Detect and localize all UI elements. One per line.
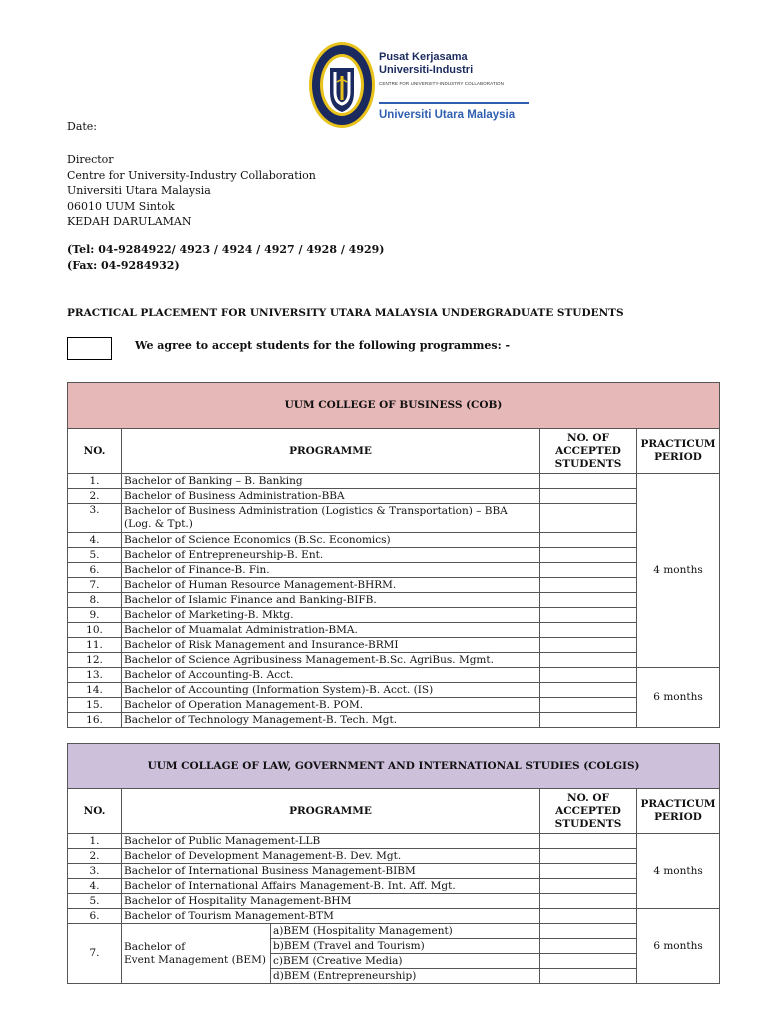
col-accepted-l3: STUDENTS [554, 457, 622, 470]
col-no: NO. [68, 429, 122, 474]
col-period-l1: PRACTICUM [640, 438, 716, 450]
row-no: 1. [68, 474, 122, 489]
accepted-students-cell[interactable] [540, 578, 637, 593]
row-no: 4. [68, 879, 122, 894]
uum-logo [307, 40, 547, 130]
bem-sub-programme: b)BEM (Travel and Tourism) [271, 939, 540, 954]
address-line-3: Universiti Utara Malaysia [67, 184, 211, 197]
row-programme: Bachelor of Science Economics (B.Sc. Economics) [122, 533, 540, 548]
bem-sub-programme: a)BEM (Hospitality Management) [271, 924, 540, 939]
accepted-students-cell[interactable] [540, 909, 637, 924]
col-accepted [540, 429, 637, 474]
accepted-students-cell[interactable] [540, 894, 637, 909]
table-row [68, 474, 720, 489]
table-row [68, 668, 720, 683]
col-no: NO. [68, 789, 122, 834]
accepted-students-cell[interactable] [540, 623, 637, 638]
row-programme: Bachelor of Marketing-B. Mktg. [122, 608, 540, 623]
cob-section-header [68, 383, 720, 429]
row-programme: Bachelor of Accounting (Information System)-B. Acct. (IS) [122, 683, 540, 698]
accepted-students-cell[interactable] [540, 939, 637, 954]
table-row [68, 879, 720, 894]
accepted-students-cell[interactable] [540, 668, 637, 683]
row-programme: Bachelor of Public Management-LLB [122, 834, 540, 849]
row-programme: Bachelor of Science Agribusiness Management-B.Sc. AgriBus. Mgmt. [122, 653, 540, 668]
address-line-5: KEDAH DARULAMAN [67, 215, 192, 228]
table-row [68, 593, 720, 608]
row-no: 10. [68, 623, 122, 638]
col-period-l1: PRACTICUM [640, 798, 716, 810]
accepted-students-cell[interactable] [540, 533, 637, 548]
table-row [68, 683, 720, 698]
logo-line-1: Pusat Kerjasama [379, 51, 468, 63]
table-row [68, 653, 720, 668]
col-period-l2: PERIOD [654, 811, 702, 823]
cob-title: UUM COLLEGE OF BUSINESS (COB) [68, 383, 720, 429]
accepted-students-cell[interactable] [540, 924, 637, 939]
accepted-students-cell[interactable] [540, 653, 637, 668]
row-programme: Bachelor of Risk Management and Insurance-BRMI [122, 638, 540, 653]
row-no: 11. [68, 638, 122, 653]
bem-label-l2: Event Management (BEM) [124, 953, 266, 966]
accepted-students-cell[interactable] [540, 608, 637, 623]
row-no: 3. [68, 504, 122, 533]
table-row [68, 894, 720, 909]
logo-divider [379, 102, 529, 104]
period-cell: 6 months [637, 668, 720, 728]
accepted-students-cell[interactable] [540, 834, 637, 849]
row-programme: Bachelor of Finance-B. Fin. [122, 563, 540, 578]
col-accepted-l3: STUDENTS [554, 817, 622, 830]
colgis-table [67, 743, 720, 984]
accepted-students-cell[interactable] [540, 474, 637, 489]
row-programme: Bachelor of Accounting-B. Acct. [122, 668, 540, 683]
accepted-students-cell[interactable] [540, 638, 637, 653]
accepted-students-cell[interactable] [540, 504, 637, 533]
row-no: 12. [68, 653, 122, 668]
accepted-students-cell[interactable] [540, 489, 637, 504]
period-cell: 6 months [637, 909, 720, 984]
uum-seal-icon [307, 40, 377, 130]
row-no: 7. [68, 924, 122, 984]
row-no: 14. [68, 683, 122, 698]
cob-table [67, 382, 720, 728]
col-accepted [540, 789, 637, 834]
col-programme: PROGRAMME [122, 429, 540, 474]
table-row [68, 504, 720, 533]
col-accepted-l2: ACCEPTED [555, 804, 621, 817]
period-cell: 4 months [637, 834, 720, 909]
row-programme: Bachelor of Tourism Management-BTM [122, 909, 540, 924]
address-line-4: 06010 UUM Sintok [67, 199, 175, 213]
row-programme: Bachelor of Development Management-B. Dev. Mgt. [122, 849, 540, 864]
accepted-students-cell[interactable] [540, 879, 637, 894]
col-period-l2: PERIOD [654, 451, 702, 463]
col-period [637, 429, 720, 474]
row-no: 2. [68, 849, 122, 864]
row-programme: Bachelor of Business Administration (Logistics & Transportation) – BBA (Log. & Tpt.) [122, 504, 540, 533]
accepted-students-cell[interactable] [540, 593, 637, 608]
agree-text: We agree to accept students for the following programmes: - [135, 339, 511, 352]
logo-line-4: Universiti Utara Malaysia [379, 109, 516, 121]
table-row [68, 834, 720, 849]
accepted-students-cell[interactable] [540, 864, 637, 879]
table-row [68, 864, 720, 879]
table-row [68, 578, 720, 593]
row-no: 6. [68, 563, 122, 578]
accepted-students-cell[interactable] [540, 713, 637, 728]
logo-line-3: CENTRE FOR UNIVERSITY-INDUSTRY COLLABORATION [379, 81, 505, 86]
table-row [68, 698, 720, 713]
table-row [68, 489, 720, 504]
row-no: 4. [68, 533, 122, 548]
row-programme: Bachelor of International Affairs Management-B. Int. Aff. Mgt. [122, 879, 540, 894]
table-row [68, 533, 720, 548]
col-accepted-l2: ACCEPTED [555, 444, 621, 457]
document-heading: PRACTICAL PLACEMENT FOR UNIVERSITY UTARA MALAYSIA UNDERGRADUATE STUDENTS [67, 307, 624, 319]
table-row [68, 548, 720, 563]
bem-label-l1: Bachelor of [124, 940, 186, 953]
address-line-1: Director [67, 153, 114, 166]
agree-checkbox[interactable] [67, 337, 112, 360]
col-programme: PROGRAMME [122, 789, 540, 834]
row-programme: Bachelor of Muamalat Administration-BMA. [122, 623, 540, 638]
table-row [68, 623, 720, 638]
row-no: 1. [68, 834, 122, 849]
row-no: 3. [68, 864, 122, 879]
address-line-2: Centre for University-Industry Collaboration [67, 168, 316, 182]
col-accepted-l1: NO. OF [566, 431, 610, 444]
row-no: 16. [68, 713, 122, 728]
row-programme: Bachelor of Operation Management-B. POM. [122, 698, 540, 713]
date-label: Date: [67, 120, 98, 133]
row-no: 13. [68, 668, 122, 683]
logo-line-2: Universiti-Industri [379, 64, 474, 76]
accepted-students-cell[interactable] [540, 563, 637, 578]
bem-sub-programme: c)BEM (Creative Media) [271, 954, 540, 969]
row-programme: Bachelor of Entrepreneurship-B. Ent. [122, 548, 540, 563]
row-no: 5. [68, 894, 122, 909]
accepted-students-cell[interactable] [540, 849, 637, 864]
row-no: 15. [68, 698, 122, 713]
table-row [68, 563, 720, 578]
table-row [68, 608, 720, 623]
colgis-title: UUM COLLAGE OF LAW, GOVERNMENT AND INTERNATIONAL STUDIES (COLGIS) [68, 744, 720, 789]
table-row [68, 924, 720, 939]
row-programme: Bachelor of Islamic Finance and Banking-BIFB. [122, 593, 540, 608]
row-no: 8. [68, 593, 122, 608]
colgis-section-header [68, 744, 720, 789]
col-accepted-l1: NO. OF [566, 791, 610, 804]
table-row [68, 713, 720, 728]
period-cell: 4 months [637, 474, 720, 668]
row-programme: Bachelor of International Business Management-BIBM [122, 864, 540, 879]
bem-label [122, 924, 271, 984]
accepted-students-cell[interactable] [540, 954, 637, 969]
fax: (Fax: 04-9284932) [67, 259, 180, 272]
row-programme: Bachelor of Technology Management-B. Tech. Mgt. [122, 713, 540, 728]
accepted-students-cell[interactable] [540, 683, 637, 698]
row-no: 5. [68, 548, 122, 563]
accepted-students-cell[interactable] [540, 698, 637, 713]
colgis-column-header [68, 789, 720, 834]
table-row [68, 638, 720, 653]
row-no: 7. [68, 578, 122, 593]
accepted-students-cell[interactable] [540, 548, 637, 563]
col-period [637, 789, 720, 834]
row-programme: Bachelor of Business Administration-BBA [122, 489, 540, 504]
row-programme: Bachelor of Human Resource Management-BHRM. [122, 578, 540, 593]
bem-sub-programme: d)BEM (Entrepreneurship) [271, 969, 540, 984]
row-programme: Bachelor of Hospitality Management-BHM [122, 894, 540, 909]
row-no: 2. [68, 489, 122, 504]
table-row [68, 909, 720, 924]
accepted-students-cell[interactable] [540, 969, 637, 984]
row-programme: Bachelor of Banking – B. Banking [122, 474, 540, 489]
row-no: 9. [68, 608, 122, 623]
cob-column-header [68, 429, 720, 474]
telephone: (Tel: 04-9284922/ 4923 / 4924 / 4927 / 4928 / 4929) [67, 243, 385, 256]
row-no: 6. [68, 909, 122, 924]
table-row [68, 849, 720, 864]
